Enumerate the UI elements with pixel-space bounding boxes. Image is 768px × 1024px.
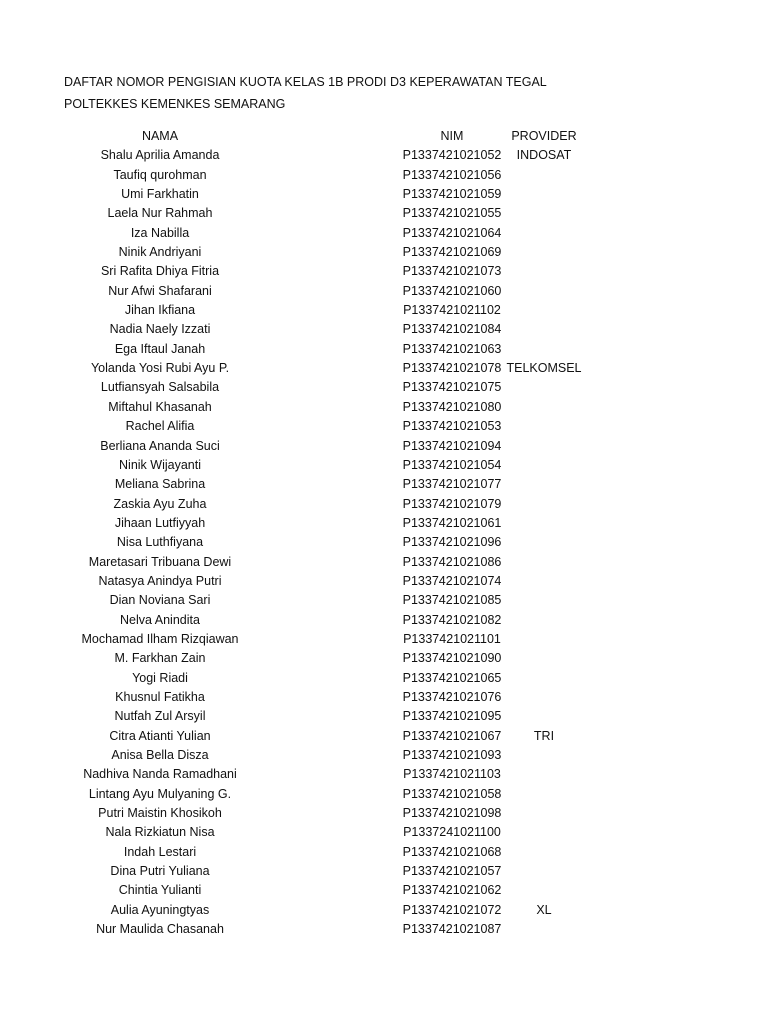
cell-nama: Iza Nabilla (130, 225, 190, 240)
cell-nama: Ninik Andriyani (118, 245, 202, 260)
table-row (0, 185, 768, 204)
cell-nim-wrap (320, 533, 704, 552)
cell-nim: P1337421021056 (402, 167, 502, 182)
cell-nim-wrap (320, 243, 704, 262)
cell-nama: Nur Maulida Chasanah (96, 922, 224, 937)
cell-nim: P1337421021068 (402, 844, 502, 859)
cell-nim: P1337421021069 (402, 245, 502, 260)
cell-nim-wrap (320, 630, 704, 649)
cell-nim-wrap (320, 804, 704, 823)
cell-nama: Dina Putri Yuliana (110, 864, 210, 879)
cell-nama: Umi Farkhatin (121, 187, 199, 202)
header-provider: PROVIDER (511, 129, 577, 143)
cell-nama: Ega Iftaul Janah (114, 341, 206, 356)
cell-nama: Chintia Yulianti (118, 883, 202, 898)
cell-nama: Nutfah Zul Arsyil (114, 709, 206, 724)
table-row (0, 224, 768, 243)
cell-nim: P1337421021055 (402, 206, 502, 221)
cell-nim: P1337421021073 (402, 264, 502, 279)
cell-nim: P1337421021093 (402, 748, 502, 762)
table-row (0, 843, 768, 862)
cell-nim-wrap (320, 785, 704, 804)
table-row (0, 398, 768, 417)
cell-nim: P1337421021078 (402, 361, 502, 376)
table-row (0, 204, 768, 223)
cell-nim: P1337421021080 (402, 399, 502, 414)
cell-nama: Nadhiva Nanda Ramadhani (83, 767, 237, 782)
header-nama: NAMA (141, 129, 179, 143)
header-nim: NIM (440, 129, 464, 143)
table-row (0, 591, 768, 610)
cell-nim: P1337421021072 (402, 902, 502, 917)
cell-nim: P1337421021102 (403, 303, 501, 318)
table-row (0, 553, 768, 572)
table-row (0, 282, 768, 301)
table-row (0, 669, 768, 688)
cell-nim: P1337421021052 (402, 148, 502, 163)
cell-nim: P1337421021076 (402, 689, 502, 704)
cell-nim: P1337421021103 (403, 767, 501, 782)
cell-nama: Maretasari Tribuana Dewi (88, 554, 232, 569)
table-row (0, 785, 768, 804)
cell-nim-wrap (320, 707, 704, 726)
cell-nim-wrap (320, 823, 704, 842)
cell-nim: P1337421021063 (402, 341, 502, 356)
cell-nama: Nadia Naely Izzati (109, 322, 211, 337)
cell-nama: Nur Afwi Shafarani (108, 283, 212, 298)
cell-nim-wrap (320, 495, 704, 514)
cell-nama: Aulia Ayuningtyas (110, 902, 210, 917)
cell-nim: P1337421021079 (402, 496, 502, 511)
cell-nim: P1337421021075 (402, 380, 502, 395)
cell-nama: Sri Rafita Dhiya Fitria (100, 264, 220, 279)
cell-nim: P1337421021087 (402, 922, 502, 937)
title-line-2: POLTEKKES KEMENKES SEMARANG (64, 97, 286, 111)
table-row (0, 262, 768, 281)
cell-nim-wrap (320, 669, 704, 688)
table-row (0, 881, 768, 900)
table-row (0, 533, 768, 552)
cell-nim-wrap (320, 185, 704, 204)
table-row (0, 572, 768, 591)
cell-nim-wrap (320, 282, 704, 301)
cell-nama: Miftahul Khasanah (108, 399, 212, 414)
cell-nama: M. Farkhan Zain (114, 651, 206, 666)
cell-nim: P1337421021086 (402, 554, 502, 569)
cell-nama: Zaskia Ayu Zuha (113, 496, 207, 511)
cell-nim: P1337421021077 (402, 477, 502, 492)
cell-nim-wrap (320, 862, 704, 881)
cell-nim-wrap (320, 320, 704, 339)
cell-nama: Nisa Luthfiyana (116, 535, 204, 550)
table-row (0, 146, 768, 165)
cell-provider: INDOSAT (516, 148, 572, 163)
cell-nim: P1337421021067 (402, 728, 502, 743)
cell-nama: Jihaan Lutfiyyah (114, 515, 206, 530)
table-row (0, 649, 768, 668)
cell-nama: Yogi Riadi (132, 670, 188, 685)
table-header-row (0, 127, 768, 146)
cell-nim: P1337241021100 (403, 825, 501, 840)
cell-nim: P1337421021058 (402, 786, 502, 801)
cell-nim-wrap (320, 920, 704, 939)
cell-nama: Meliana Sabrina (114, 477, 206, 492)
cell-nama: Ninik Wijayanti (119, 457, 201, 472)
cell-nim-wrap (320, 649, 704, 668)
table-row (0, 688, 768, 707)
cell-nim-wrap (320, 514, 704, 533)
cell-nim-wrap (320, 378, 704, 397)
table-row (0, 823, 768, 842)
cell-nim-wrap (320, 843, 704, 862)
cell-nim: P1337421021074 (402, 573, 502, 588)
cell-nama: Khusnul Fatikha (115, 689, 205, 704)
cell-nama: Jihan Ikfiana (124, 303, 196, 318)
cell-nim: P1337421021101 (403, 631, 501, 646)
cell-nim-wrap (320, 456, 704, 475)
cell-nim-wrap (320, 881, 704, 900)
cell-nama: Natasya Anindya Putri (98, 573, 222, 588)
table-row (0, 340, 768, 359)
cell-nama: Nelva Anindita (120, 612, 200, 627)
cell-provider: TRI (533, 728, 555, 743)
cell-nim-wrap (320, 340, 704, 359)
table-row (0, 456, 768, 475)
cell-nama: Mochamad Ilham Rizqiawan (81, 631, 239, 646)
table-row (0, 804, 768, 823)
cell-provider: TELKOMSEL (506, 361, 582, 376)
cell-nim: P1337421021064 (402, 225, 502, 240)
cell-nama: Laela Nur Rahmah (107, 206, 213, 221)
cell-nim-wrap (320, 765, 704, 784)
cell-nama: Shalu Aprilia Amanda (100, 148, 220, 163)
table-row (0, 630, 768, 649)
cell-nama: Dian Noviana Sari (109, 593, 211, 608)
cell-nim-wrap (320, 688, 704, 707)
table-row (0, 901, 768, 920)
table-row (0, 378, 768, 397)
cell-nim: P1337421021054 (402, 457, 502, 472)
cell-nim-wrap (320, 417, 704, 436)
table-row (0, 359, 768, 378)
table-row (0, 611, 768, 630)
cell-nim: P1337421021095 (402, 709, 502, 724)
cell-nama: Rachel Alifia (125, 419, 195, 434)
cell-nim-wrap (320, 591, 704, 610)
cell-nim: P1337421021082 (402, 612, 502, 627)
title-line-1: DAFTAR NOMOR PENGISIAN KUOTA KELAS 1B PRODI D3 KEPERAWATAN TEGAL (64, 75, 547, 89)
table-body (0, 146, 768, 939)
cell-nim-wrap (320, 398, 704, 417)
cell-nim: P1337421021059 (402, 187, 502, 202)
table-row (0, 301, 768, 320)
cell-nama: Indah Lestari (123, 844, 197, 859)
table-row (0, 417, 768, 436)
cell-nim-wrap (320, 746, 704, 765)
table-row (0, 920, 768, 939)
document-title (64, 71, 547, 115)
cell-nim-wrap (320, 204, 704, 223)
cell-nama: Berliana Ananda Suci (100, 438, 220, 453)
cell-nim: P1337421021053 (402, 419, 502, 434)
cell-nama: Nala Rizkiatun Nisa (105, 825, 215, 840)
cell-nim: P1337421021096 (402, 535, 502, 550)
cell-nama: Anisa Bella Disza (111, 748, 209, 762)
cell-nim: P1337421021094 (402, 438, 502, 453)
cell-nim: P1337421021062 (402, 883, 502, 898)
cell-nim-wrap (320, 301, 704, 320)
table-row (0, 243, 768, 262)
cell-nim: P1337421021085 (402, 593, 502, 608)
cell-nama: Lutfiansyah Salsabila (100, 380, 220, 395)
cell-nim-wrap (320, 166, 704, 185)
cell-nim-wrap (320, 475, 704, 494)
cell-nim: P1337421021084 (402, 322, 502, 337)
cell-nim-wrap (320, 437, 704, 456)
cell-nim-wrap (320, 572, 704, 591)
table-row (0, 514, 768, 533)
table-row (0, 320, 768, 339)
cell-nama: Taufiq qurohman (113, 167, 207, 182)
cell-nama: Yolanda Yosi Rubi Ayu P. (90, 361, 230, 376)
cell-nama: Putri Maistin Khosikoh (98, 806, 222, 821)
cell-nama: Lintang Ayu Mulyaning G. (88, 786, 232, 801)
table-row (0, 862, 768, 881)
table-row (0, 475, 768, 494)
cell-nim: P1337421021061 (402, 515, 502, 530)
cell-nim: P1337421021090 (402, 651, 502, 666)
cell-nama: Citra Atianti Yulian (109, 728, 211, 743)
table-row (0, 437, 768, 456)
cell-nim-wrap (320, 224, 704, 243)
cell-nim: P1337421021065 (402, 670, 502, 685)
cell-provider: XL (536, 902, 552, 917)
cell-nim: P1337421021057 (402, 864, 502, 879)
quota-table (0, 127, 768, 939)
table-row (0, 765, 768, 784)
cell-nim-wrap (320, 262, 704, 281)
cell-nim: P1337421021060 (402, 283, 502, 298)
table-row (0, 166, 768, 185)
table-row (0, 727, 768, 746)
table-row (0, 746, 768, 765)
table-row (0, 495, 768, 514)
cell-nim: P1337421021098 (402, 806, 502, 821)
cell-nim-wrap (320, 553, 704, 572)
cell-nim-wrap (320, 611, 704, 630)
table-row (0, 707, 768, 726)
